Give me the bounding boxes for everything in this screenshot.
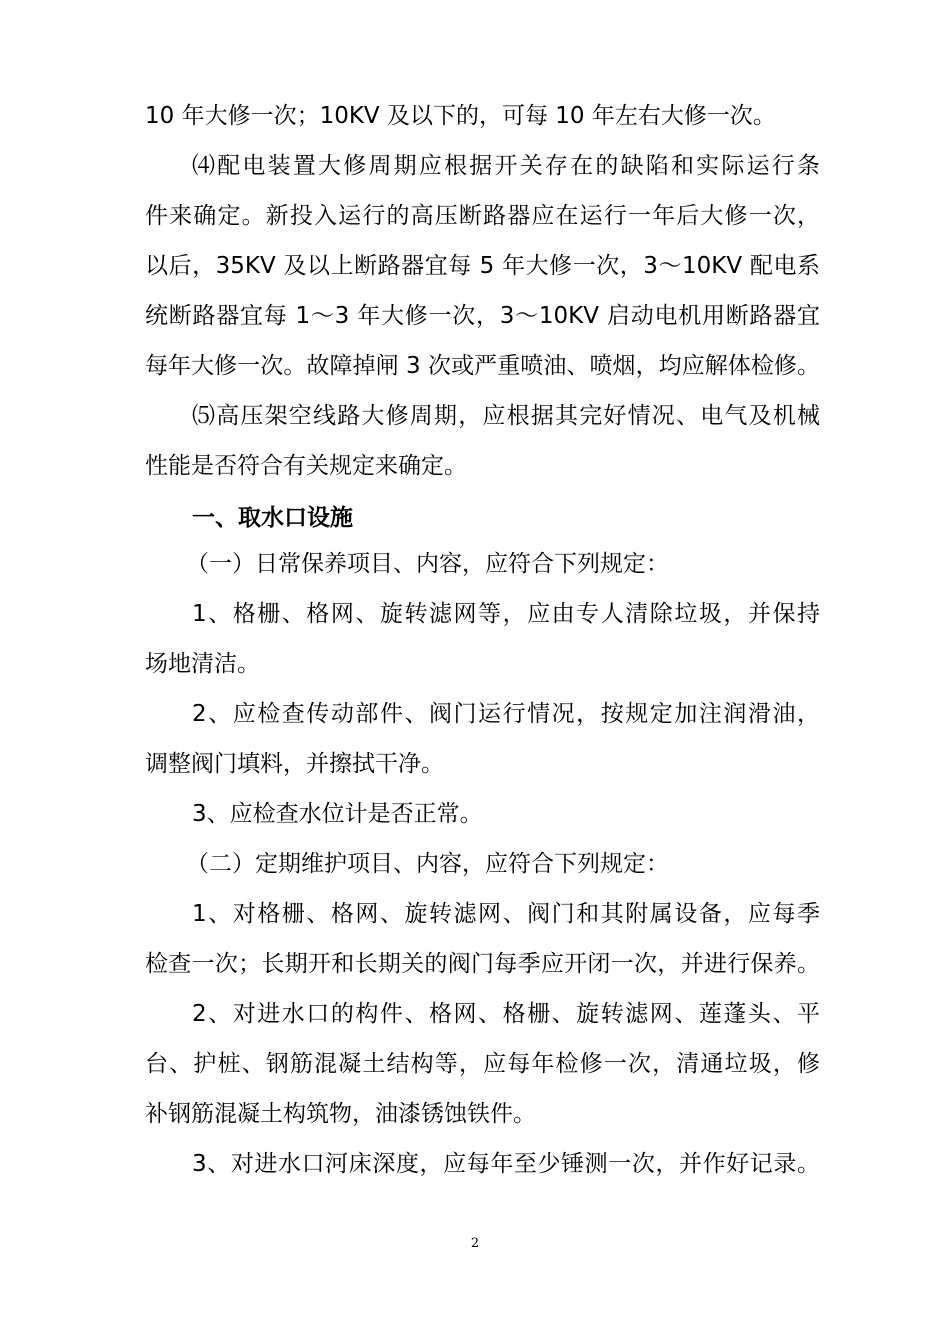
text-line: （二）定期维护项目、内容，应符合下列规定： — [186, 851, 669, 877]
text-line: ⑸高压架空线路大修周期，应根据其完好情况、电气及机械 — [192, 403, 820, 429]
text-line: 台、护桩、钢筋混凝土结构等，应每年检修一次，清通垃圾，修 — [145, 1051, 820, 1077]
text-line: 10 年大修一次；10KV 及以下的，可每 10 年左右大修一次。 — [145, 103, 776, 129]
text-line: 场地清洁。 — [145, 651, 260, 677]
text-line: 统断路器宜每 1～3 年大修一次，3～10KV 启动电机用断路器宜 — [145, 303, 820, 329]
text-line: 检查一次；长期开和长期关的阀门每季应开闭一次，并进行保养。 — [145, 951, 820, 977]
page-number: 2 — [470, 1236, 480, 1251]
text-line: 2、应检查传动部件、阀门运行情况，按规定加注润滑油， — [192, 701, 820, 727]
section-heading: 一、取水口设施 — [192, 505, 353, 531]
text-line: 性能是否符合有关规定来确定。 — [145, 453, 467, 479]
text-line: 1、对格栅、格网、旋转滤网、阀门和其附属设备，应每季 — [192, 901, 820, 927]
text-line: 以后，35KV 及以上断路器宜每 5 年大修一次，3～10KV 配电系 — [145, 253, 820, 279]
text-line: 3、对进水口河床深度，应每年至少锤测一次，并作好记录。 — [192, 1151, 820, 1177]
text-line: 2、对进水口的构件、格网、格栅、旋转滤网、莲蓬头、平 — [192, 1001, 820, 1027]
text-line: （一）日常保养项目、内容，应符合下列规定： — [186, 551, 669, 577]
text-line: 件来确定。新投入运行的高压断路器应在运行一年后大修一次， — [145, 203, 820, 229]
text-line: 1、格栅、格网、旋转滤网等，应由专人清除垃圾，并保持 — [192, 601, 820, 627]
text-line: 3、应检查水位计是否正常。 — [192, 801, 483, 827]
text-line: 每年大修一次。故障掉闸 3 次或严重喷油、喷烟，均应解体检修。 — [145, 353, 820, 379]
text-line: ⑷配电装置大修周期应根据开关存在的缺陷和实际运行条 — [192, 153, 820, 179]
text-line: 调整阀门填料，并擦拭干净。 — [145, 751, 444, 777]
text-line: 补钢筋混凝土构筑物，油漆锈蚀铁件。 — [145, 1101, 536, 1127]
